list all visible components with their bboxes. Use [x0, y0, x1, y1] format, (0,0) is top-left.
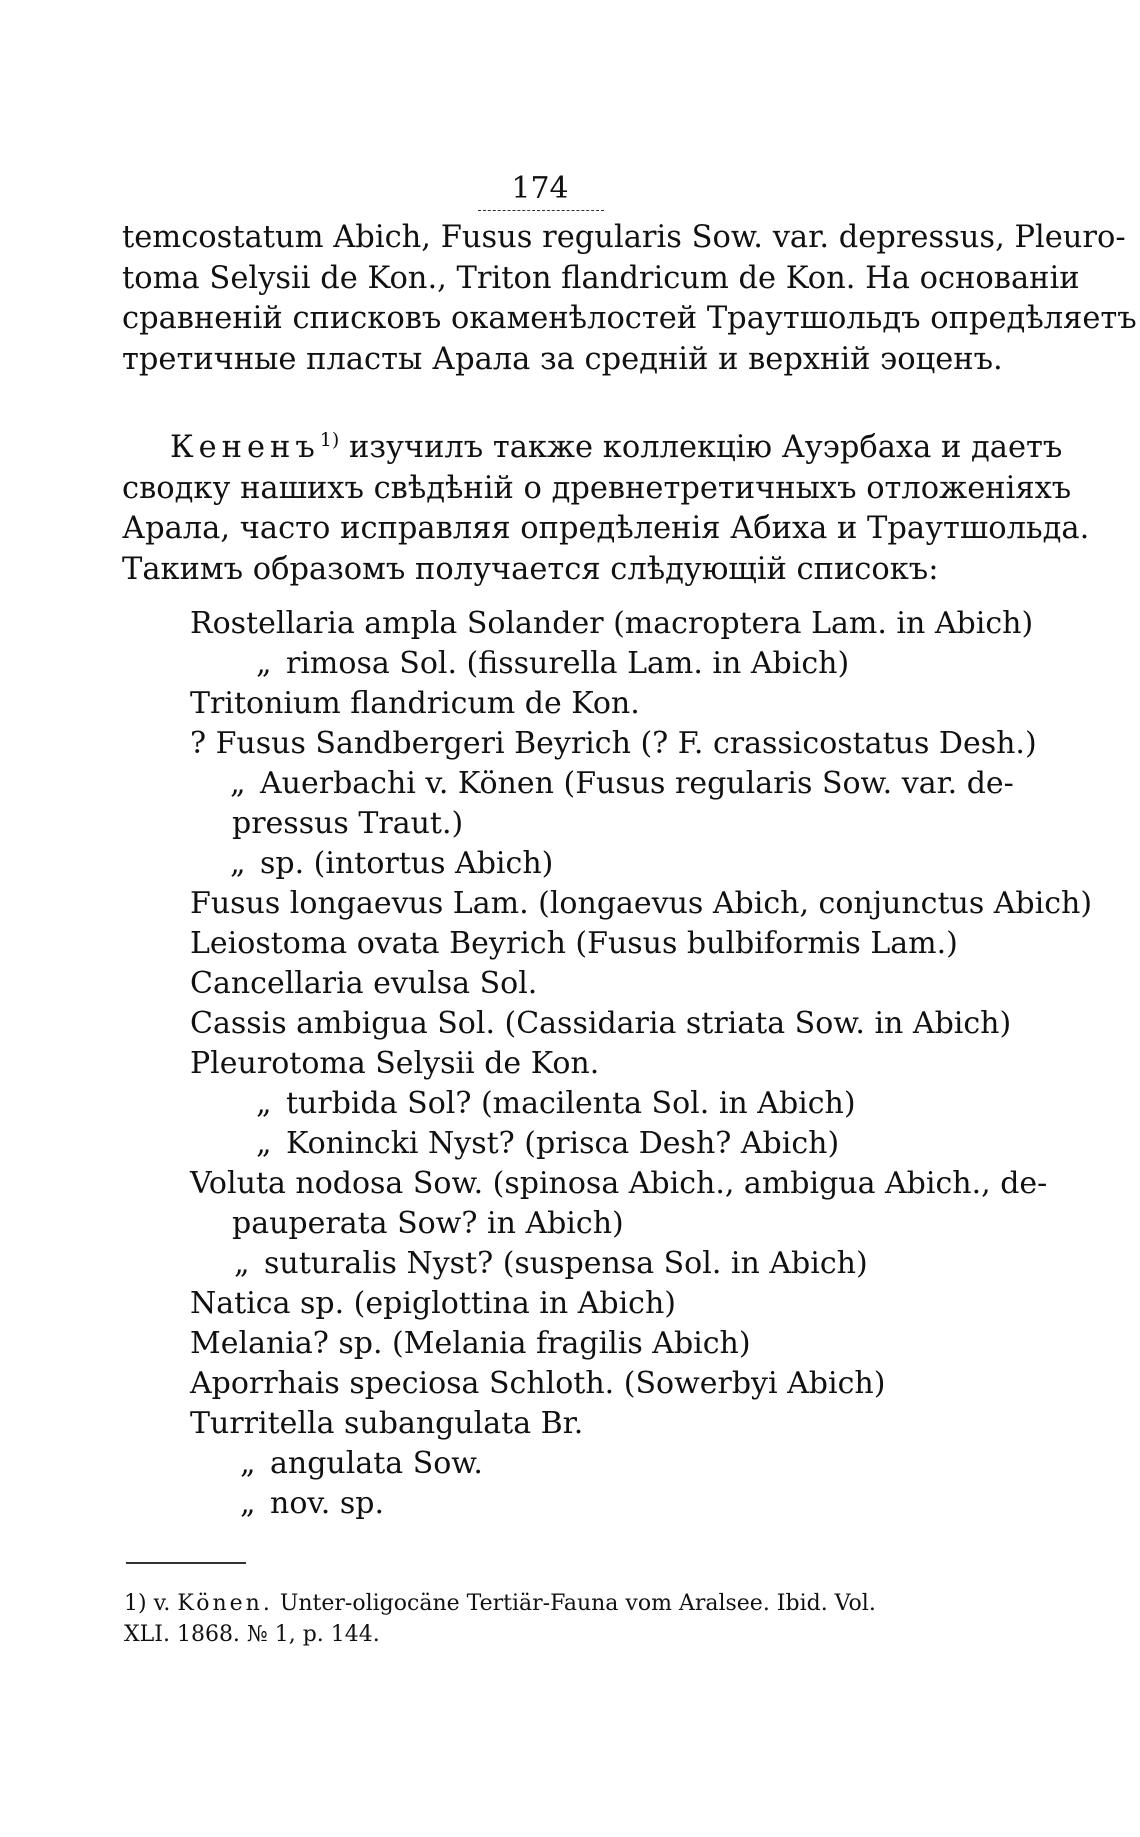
species-text: Voluta nodosa Sow. (spinosa Abich., ambigua Abich., de-	[190, 1166, 1048, 1201]
species-text: Koninckі Nyst? (prisca Desh? Abich)	[286, 1126, 840, 1161]
list-item	[190, 1244, 990, 1284]
species-text: Cancellaria evulsa Sol.	[190, 966, 538, 1001]
list-item	[190, 804, 990, 844]
list-item	[190, 684, 990, 724]
paragraph-intro	[122, 218, 1137, 380]
species-text: pressus Traut.)	[232, 806, 464, 841]
species-text: Natica sp. (epiglottina in Abich)	[190, 1286, 676, 1321]
text-line: toma Selysii de Kon., Triton flandricum de Kon. На основаніи	[122, 260, 1080, 296]
species-text: suturalis Nyst? (suspensa Sol. in Abich)	[264, 1246, 868, 1281]
text-line: temcostatum Abich, Fusus regularis Sow. var. depressus, Pleuro-	[122, 220, 1126, 255]
species-text: Melania? sp. (Melania fragilis Abich)	[190, 1326, 751, 1361]
text-line	[122, 428, 1063, 469]
list-item	[190, 764, 1014, 804]
species-text: turbida Sol? (macilenta Sol. in Abich)	[286, 1086, 856, 1121]
species-text: Turritella subangulata Br.	[190, 1406, 584, 1441]
list-item	[190, 1004, 1012, 1044]
text-line: сводку нашихъ свѣдѣній о древнетретичныхъ отложеніяхъ	[122, 470, 1072, 506]
species-list	[190, 604, 1093, 1524]
list-item	[190, 604, 1034, 644]
paragraph-konen	[122, 428, 1090, 590]
species-text: Aporrhais speciosa Schloth. (Sowerbyi Abich)	[190, 1366, 886, 1401]
species-text: Leiostoma ovata Beyrich (Fusus bulbiformis Lam.)	[190, 926, 958, 961]
text-line: Арала, часто исправляя опредѣленія Абиха и Траутшольда.	[122, 511, 1090, 546]
list-item	[190, 1364, 990, 1404]
list-item	[190, 644, 990, 684]
list-item	[190, 1404, 990, 1444]
footnote-line	[124, 1588, 984, 1619]
footnote-author: Könen.	[177, 1591, 273, 1616]
ditto-mark: „	[234, 1246, 250, 1281]
species-text: pauperata Sow? in Abich)	[232, 1206, 624, 1241]
list-item	[190, 924, 990, 964]
list-item	[190, 1124, 990, 1164]
ditto-mark: „	[240, 1446, 256, 1481]
list-item	[190, 1164, 1048, 1204]
footnote-ref: 1)	[319, 428, 340, 451]
list-item	[190, 1084, 990, 1124]
list-item	[190, 1484, 990, 1524]
text-line: сравненій списковъ окаменѣлостей Траутшольдъ опредѣляетъ	[122, 301, 1137, 336]
species-text: Pleurotoma Selysii de Kon.	[190, 1046, 600, 1081]
species-text: angulata Sow.	[270, 1446, 483, 1481]
species-text: Fusus longaevus Lam. (longaevus Abich, conjunctus Abich)	[190, 886, 1093, 921]
text-fragment: изучилъ также коллекцію Ауэрбаха и даетъ	[339, 430, 1063, 465]
species-text: Rostellaria ampla Solander (macroptera Lam. in Abich)	[190, 606, 1034, 641]
species-text: Auerbachi v. Könen (Fusus regularis Sow. var. de-	[260, 766, 1014, 801]
footnote-rule	[126, 1562, 246, 1564]
text-line: Такимъ образомъ получается слѣдующій списокъ:	[122, 551, 939, 587]
list-item	[190, 1204, 990, 1244]
text-line: третичные пласты Арала за средній и верхній эоценъ.	[122, 341, 1003, 377]
species-text: nov. sp.	[270, 1486, 384, 1521]
species-text: Tritonium flandricum de Kon.	[190, 686, 640, 721]
species-text: Cassis ambigua Sol. (Cassidaria striata Sow. in Abich)	[190, 1006, 1012, 1041]
author-name: Кененъ	[170, 430, 320, 465]
footnote-text: Unter-oligocäne Tertiär-Fauna vom Aralsee. Ibid. Vol.	[272, 1591, 876, 1616]
species-text: ? Fusus Sandbergeri Beyrich (? F. crassicostatus Desh.)	[190, 726, 1037, 761]
list-item	[190, 1284, 990, 1324]
ditto-mark: „	[256, 646, 272, 681]
list-item	[190, 1044, 990, 1084]
footnote-marker: 1) v.	[124, 1591, 171, 1616]
list-item	[190, 724, 1037, 764]
list-item	[190, 884, 1093, 924]
list-item	[190, 1324, 990, 1364]
page-number-rule	[478, 210, 604, 211]
ditto-mark: „	[230, 766, 246, 801]
page-number: 174	[511, 171, 569, 206]
list-item	[190, 844, 990, 884]
species-text: rimosa Sol. (fissurella Lam. in Abich)	[286, 646, 850, 681]
list-item	[190, 1444, 990, 1484]
footnote	[124, 1588, 984, 1650]
ditto-mark: „	[230, 846, 246, 881]
species-text: sp. (intortus Abich)	[260, 846, 554, 881]
ditto-mark: „	[240, 1486, 256, 1521]
list-item	[190, 964, 990, 1004]
footnote-line: XLI. 1868. № 1, p. 144.	[124, 1622, 380, 1647]
ditto-mark: „	[256, 1086, 272, 1121]
ditto-mark: „	[256, 1126, 272, 1161]
